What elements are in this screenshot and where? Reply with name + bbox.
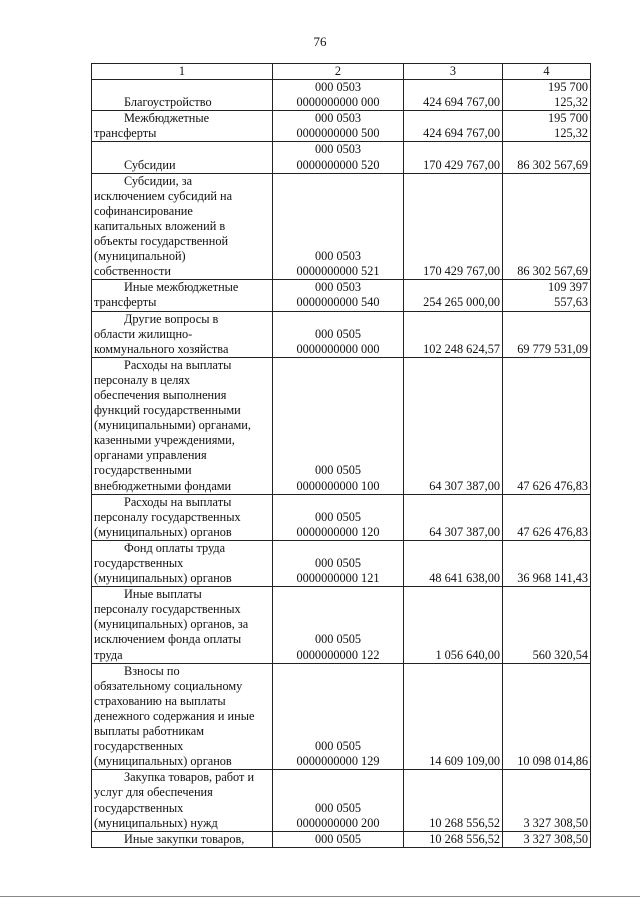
budget-code: 000 0503 0000000000 521 xyxy=(273,173,404,280)
plan-amount: 170 429 767,00 xyxy=(404,142,503,173)
table-row xyxy=(92,111,591,142)
table-row xyxy=(92,770,591,831)
actual-amount: 86 302 567,69 xyxy=(503,142,591,173)
plan-amount: 424 694 767,00 xyxy=(404,80,503,111)
expense-name: Иные межбюджетные трансферты xyxy=(92,280,273,311)
table-row xyxy=(92,142,591,173)
budget-code: 000 0503 0000000000 000 xyxy=(273,80,404,111)
expense-name: Другие вопросы в области жилищно- коммунального хозяйства xyxy=(92,311,273,357)
budget-table xyxy=(91,63,591,848)
actual-amount: 3 327 308,50 xyxy=(503,770,591,831)
plan-amount: 424 694 767,00 xyxy=(404,111,503,142)
table-row xyxy=(92,280,591,311)
plan-amount: 10 268 556,52 xyxy=(404,831,503,847)
budget-code: 000 0503 0000000000 520 xyxy=(273,142,404,173)
budget-code: 000 0505 0000000000 121 xyxy=(273,540,404,586)
budget-code: 000 0503 0000000000 500 xyxy=(273,111,404,142)
table-row xyxy=(92,663,591,770)
budget-code: 000 0505 xyxy=(273,831,404,847)
column-header-1: 1 xyxy=(92,64,273,80)
expense-name: Межбюджетные трансферты xyxy=(92,111,273,142)
table-row xyxy=(92,494,591,540)
actual-amount: 195 700 125,32 xyxy=(503,111,591,142)
actual-amount: 195 700 125,32 xyxy=(503,80,591,111)
plan-amount: 102 248 624,57 xyxy=(404,311,503,357)
expense-name: Взносы по обязательному социальному страхованию на выплаты денежного содержания и иные выплаты работникам государственных (муниципальных) органов xyxy=(92,663,273,770)
expense-name: Субсидии, за исключением субсидий на софинансирование капитальных вложений в объекты государственной (муниципальной) собственности xyxy=(92,173,273,280)
table-row xyxy=(92,357,591,494)
table-row xyxy=(92,311,591,357)
page-number: 76 xyxy=(313,34,327,49)
plan-amount: 64 307 387,00 xyxy=(404,357,503,494)
table-header-row xyxy=(92,64,591,80)
plan-amount: 14 609 109,00 xyxy=(404,663,503,770)
table-row xyxy=(92,540,591,586)
expense-name: Расходы на выплаты персоналу в целях обеспечения выполнения функций государственными (муниципальными) органами, казенными учреждениями, органами управления государственными внебюджетными фондами xyxy=(92,357,273,494)
plan-amount: 10 268 556,52 xyxy=(404,770,503,831)
column-header-3: 3 xyxy=(404,64,503,80)
actual-amount: 36 968 141,43 xyxy=(503,540,591,586)
expense-name: Фонд оплаты труда государственных (муниципальных) органов xyxy=(92,540,273,586)
table-row xyxy=(92,831,591,847)
actual-amount: 3 327 308,50 xyxy=(503,831,591,847)
actual-amount: 47 626 476,83 xyxy=(503,357,591,494)
budget-code: 000 0505 0000000000 000 xyxy=(273,311,404,357)
expense-name: Благоустройство xyxy=(92,80,273,111)
column-header-4: 4 xyxy=(503,64,591,80)
budget-code: 000 0505 0000000000 120 xyxy=(273,494,404,540)
expense-name: Закупка товаров, работ и услуг для обеспечения государственных (муниципальных) нужд xyxy=(92,770,273,831)
expense-name: Иные закупки товаров, xyxy=(92,831,273,847)
actual-amount: 109 397 557,63 xyxy=(503,280,591,311)
plan-amount: 48 641 638,00 xyxy=(404,540,503,586)
plan-amount: 1 056 640,00 xyxy=(404,587,503,663)
actual-amount: 69 779 531,09 xyxy=(503,311,591,357)
actual-amount: 10 098 014,86 xyxy=(503,663,591,770)
actual-amount: 560 320,54 xyxy=(503,587,591,663)
actual-amount: 47 626 476,83 xyxy=(503,494,591,540)
budget-code: 000 0505 0000000000 100 xyxy=(273,357,404,494)
actual-amount: 86 302 567,69 xyxy=(503,173,591,280)
column-header-2: 2 xyxy=(273,64,404,80)
expense-name: Субсидии xyxy=(92,142,273,173)
budget-code: 000 0505 0000000000 122 xyxy=(273,587,404,663)
plan-amount: 170 429 767,00 xyxy=(404,173,503,280)
table-row xyxy=(92,587,591,663)
expense-name: Расходы на выплаты персоналу государственных (муниципальных) органов xyxy=(92,494,273,540)
plan-amount: 254 265 000,00 xyxy=(404,280,503,311)
plan-amount: 64 307 387,00 xyxy=(404,494,503,540)
table-row xyxy=(92,173,591,280)
table-row xyxy=(92,80,591,111)
budget-code: 000 0505 0000000000 129 xyxy=(273,663,404,770)
budget-code: 000 0503 0000000000 540 xyxy=(273,280,404,311)
page-bottom-rule xyxy=(0,896,640,897)
expense-name: Иные выплаты персоналу государственных (муниципальных) органов, за исключением фонда оплаты труда xyxy=(92,587,273,663)
budget-code: 000 0505 0000000000 200 xyxy=(273,770,404,831)
